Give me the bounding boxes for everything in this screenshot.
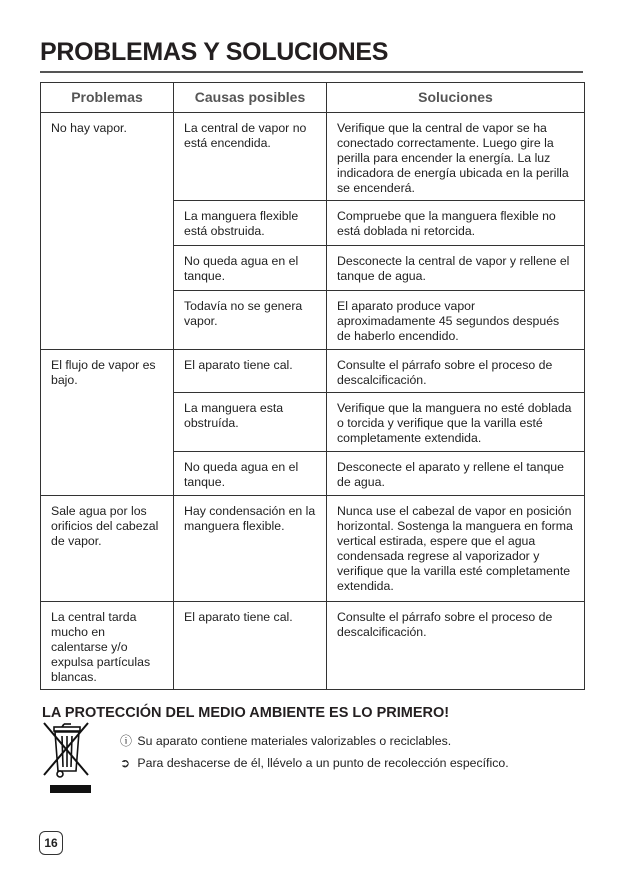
solution-cell: Verifique que la central de vapor se ha conectado correctamente. Luego gire la perilla para encender la energía. La luz indicadora de energía ubicada en la perilla se encenderá. — [327, 113, 585, 201]
table-row — [41, 496, 585, 602]
environment-heading: LA PROTECCIÓN DEL MEDIO AMBIENTE ES LO PRIMERO! — [42, 705, 450, 721]
environment-text-1: Su aparato contiene materiales valorizables o reciclables. — [137, 734, 452, 748]
solution-cell: Desconecte el aparato y rellene el tanque de agua. — [327, 452, 585, 496]
cause-cell: No queda agua en el tanque. — [174, 452, 327, 496]
troubleshooting-table — [40, 82, 585, 690]
page-title: PROBLEMAS Y SOLUCIONES — [40, 38, 389, 66]
table-row — [41, 602, 585, 690]
cause-cell: El aparato tiene cal. — [174, 350, 327, 393]
header-problems: Problemas — [41, 83, 174, 113]
solution-cell: Compruebe que la manguera flexible no está doblada ni retorcida. — [327, 201, 585, 246]
table-row — [41, 113, 585, 201]
solution-cell: Nunca use el cabezal de vapor en posición horizontal. Sostenga la manguera en forma vertical estirada, espere que el agua condensada regrese al vaporizador y verifique que la varilla esté completamente extendida. — [327, 496, 585, 602]
environment-line-2 — [120, 756, 509, 770]
solution-cell: Consulte el párrafo sobre el proceso de descalcificación. — [327, 602, 585, 690]
crossed-out-wheelie-bin-icon — [40, 719, 92, 795]
table-header-row — [41, 83, 585, 113]
cause-cell: La manguera flexible está obstruida. — [174, 201, 327, 246]
arrow-right-icon: ➲ — [120, 756, 131, 770]
info-icon: ⓘ — [120, 734, 133, 748]
table-row — [41, 350, 585, 393]
title-underline — [40, 71, 583, 73]
cause-cell: Todavía no se genera vapor. — [174, 291, 327, 350]
cause-cell: Hay condensación en la manguera flexible. — [174, 496, 327, 602]
solution-cell: Desconecte la central de vapor y rellene el tanque de agua. — [327, 246, 585, 291]
cause-cell: El aparato tiene cal. — [174, 602, 327, 690]
header-solutions: Soluciones — [327, 83, 585, 113]
header-causes: Causas posibles — [174, 83, 327, 113]
problem-cell: El flujo de vapor es bajo. — [41, 350, 174, 496]
cause-cell: No queda agua en el tanque. — [174, 246, 327, 291]
cause-cell: La central de vapor no está encendida. — [174, 113, 327, 201]
page-number: 16 — [39, 831, 63, 855]
environment-text-2: Para deshacerse de él, llévelo a un punto de recolección específico. — [137, 756, 509, 770]
solution-cell: El aparato produce vapor aproximadamente 45 segundos después de haberlo encendido. — [327, 291, 585, 350]
solution-cell: Verifique que la manguera no esté doblada o torcida y verifique que la varilla esté completamente extendida. — [327, 393, 585, 452]
solution-cell: Consulte el párrafo sobre el proceso de descalcificación. — [327, 350, 585, 393]
problem-cell: Sale agua por los orificios del cabezal de vapor. — [41, 496, 174, 602]
environment-line-1 — [120, 732, 451, 749]
cause-cell: La manguera esta obstruída. — [174, 393, 327, 452]
problem-cell: La central tarda mucho en calentarse y/o expulsa partículas blancas. — [41, 602, 174, 690]
problem-cell: No hay vapor. — [41, 113, 174, 350]
